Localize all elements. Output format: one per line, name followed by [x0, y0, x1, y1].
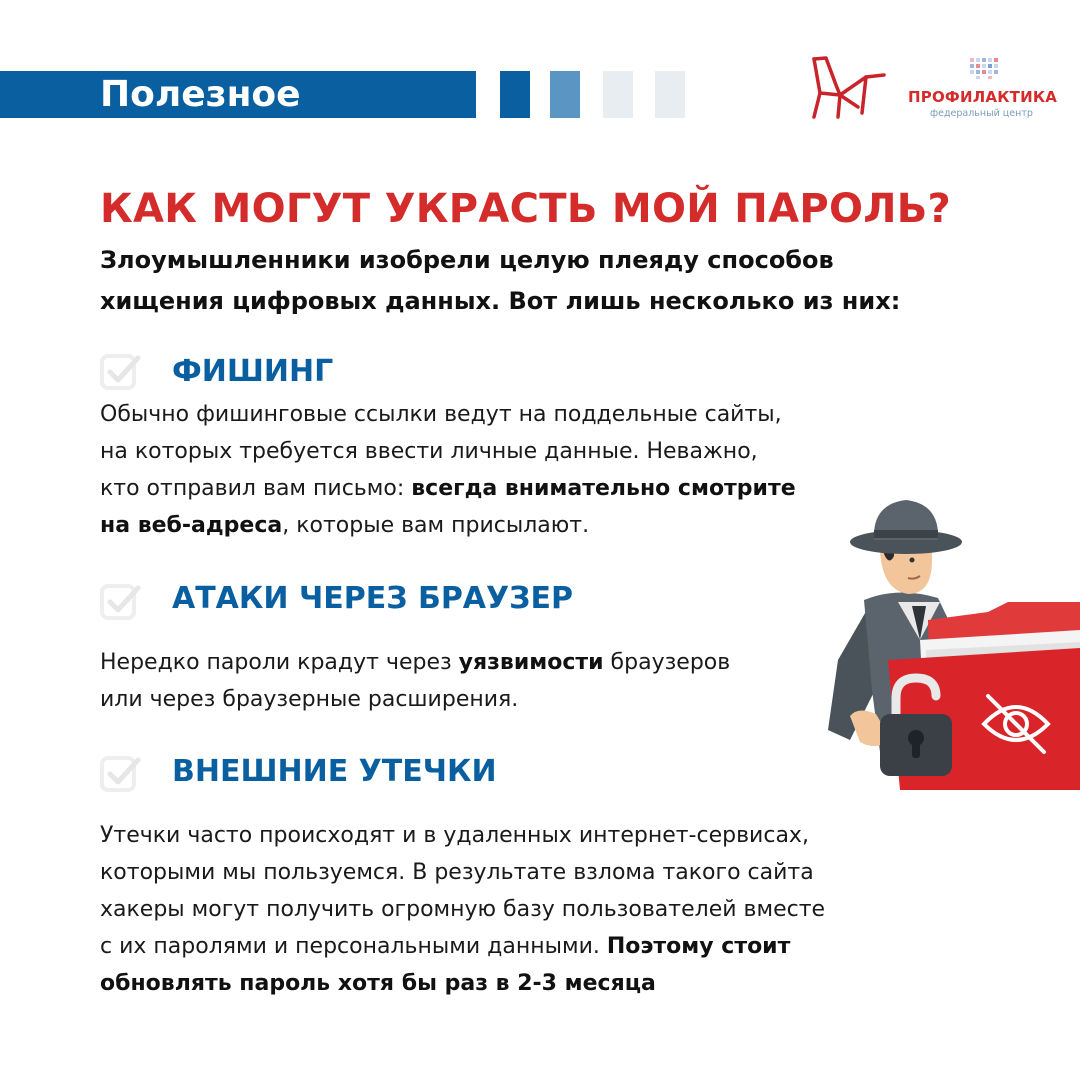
body-fragment: браузеров: [603, 650, 731, 675]
body-line: на которых требуется ввести личные данные. Неважно,: [100, 439, 758, 464]
body-emphasis: Поэтому стоит: [606, 934, 791, 959]
grid-logo-icon: [968, 56, 1002, 80]
section-body-browser: [100, 644, 830, 718]
body-line: хакеры могут получить огромную базу пользователей вместе: [100, 897, 826, 922]
body-line: которыми мы пользуемся. В результате взлома такого сайта: [100, 860, 814, 885]
body-fragment: , которые вам присылают.: [282, 513, 590, 538]
decor-square-2: [550, 71, 580, 118]
body-line: Утечки часто происходят и в удаленных интернет-сервисах,: [100, 823, 809, 848]
body-line: или через браузерные расширения.: [100, 687, 519, 712]
body-emphasis: всегда внимательно смотрите: [411, 476, 796, 501]
checkbox-check-icon: [100, 754, 142, 794]
spy-illustration: [828, 490, 1080, 790]
section-title-leaks: ВНЕШНИЕ УТЕЧКИ: [172, 754, 497, 789]
chair-logo-icon: [806, 55, 888, 121]
intro-line: хищения цифровых данных. Вот лишь несколько из них:: [100, 287, 901, 315]
brand-subtitle: федеральный центр: [930, 108, 1033, 119]
body-fragment: с их паролями и персональными данными.: [100, 934, 607, 959]
decor-square-1: [500, 71, 530, 118]
header-category: Полезное: [100, 74, 301, 115]
brand-name: ПРОФИЛАКТИКА: [908, 88, 1058, 106]
body-line: [100, 644, 830, 681]
body-fragment: кто отправил вам письмо:: [100, 476, 412, 501]
checkbox-check-icon: [100, 582, 142, 622]
body-emphasis: обновлять пароль хотя бы раз в 2-3 месяца: [100, 971, 656, 996]
body-line: [100, 965, 960, 1002]
intro-line: Злоумышленники изобрели целую плеяду способов: [100, 246, 834, 274]
intro-text: [100, 240, 960, 322]
checkbox-check-icon: [100, 352, 142, 392]
decor-square-3: [603, 71, 633, 118]
body-fragment: Нередко пароли крадут через: [100, 650, 459, 675]
section-body-phishing: [100, 396, 860, 544]
decor-square-4: [655, 71, 685, 118]
body-line: [100, 928, 960, 965]
page-title: КАК МОГУТ УКРАСТЬ МОЙ ПАРОЛЬ?: [100, 186, 952, 232]
section-body-leaks: [100, 817, 960, 1002]
body-line: Обычно фишинговые ссылки ведут на поддельные сайты,: [100, 402, 782, 427]
section-title-browser: АТАКИ ЧЕРЕЗ БРАУЗЕР: [172, 581, 573, 616]
body-emphasis: уязвимости: [458, 650, 604, 675]
body-line: [100, 470, 860, 507]
section-title-phishing: ФИШИНГ: [172, 354, 334, 389]
body-emphasis: на веб-адреса: [100, 513, 283, 538]
body-line: [100, 507, 860, 544]
